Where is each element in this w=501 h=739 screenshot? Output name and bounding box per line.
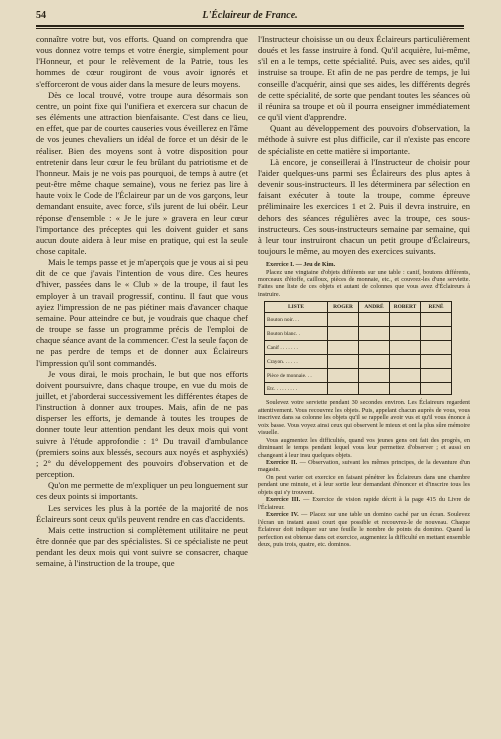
table-cell bbox=[421, 383, 452, 395]
table-cell bbox=[421, 327, 452, 341]
table-cell bbox=[359, 355, 390, 369]
paragraph: Les services les plus à la portée de la majorité de nos Éclaireurs sont ceux qu'ils peuvent rendre en cas d'accidents. bbox=[36, 502, 248, 524]
table-cell bbox=[390, 327, 421, 341]
table-cell bbox=[390, 383, 421, 395]
exercise-4-heading: Exercice IV. bbox=[266, 511, 299, 519]
table-cell bbox=[421, 313, 452, 327]
header-rule bbox=[36, 25, 464, 27]
table-cell bbox=[390, 341, 421, 355]
exercise-3-heading: Exercice III. bbox=[266, 496, 301, 504]
paragraph: connaître votre but, vos efforts. Quand on comprendra que vous donnez votre temps et votre énergie, simplement pour l'Honneur, et pour le relèvement de la Patrie, tous les hommes de cœur rougiront de vous avoir ignorés et s'efforceront de vous aider dans la mesure de leurs moyens. bbox=[36, 34, 248, 89]
exercise-2-heading: Exercice II. bbox=[266, 459, 298, 467]
table-row bbox=[265, 313, 452, 327]
paragraph: Soulevez votre serviette pendant 30 secondes environ. Les Éclaireurs regardent attentivement. Vous recouvrez les objets. Puis, appelant chacun auprès de vous, vous inscrivez dans sa colonne les objets qu'il se rappelle avoir vus et qu'il vous énonce à voix basse. Vous voyez ainsi ceux qui observent le mieux et ont la plus sûre mémoire visuelle. bbox=[258, 399, 470, 437]
right-body-text bbox=[258, 34, 470, 257]
exercise-3-text: — Exercice de vision rapide décrit à la page 415 du Livre de l'Éclaireur. bbox=[258, 496, 470, 511]
table-row-label: Canif . . . . . . . bbox=[265, 341, 328, 355]
table-header: LISTE bbox=[265, 302, 328, 313]
exercise-1-text: Placez une vingtaine d'objets différents sur une table : canif, boutons différents, morceaux d'étoffe, cailloux, pièces de monnaie, etc., et couvrez-les d'une serviette. Faites une liste de ces objets et autant de colonnes que vous avez d'Éclaireurs à instruire. bbox=[258, 268, 470, 298]
table-row-label: Etc. . . . . . . . . bbox=[265, 383, 328, 395]
paragraph: On peut varier cet exercice en faisant pénétrer les Éclaireurs dans une chambre pendant une minute, et à leur sortie leur demandant d'énoncer et d'inscrire tous les objets qui s'y trouvent. bbox=[258, 473, 470, 496]
paragraph: l'Instructeur choisisse un ou deux Éclaireurs particulièrement doués et les fasse instruire à fond. Qu'il acquière, lui-même, s'il en a le temps, cette spécialité. Puis, avec ses aides, qu'il instruise sa troupe. Et afin de ne pas perdre de temps, je lui conseille d'acquérir, ainsi que ses aides, les différents degrés de cette spécialité, de sorte que pendant toutes les séances où il réunira sa troupe et où il pourra enseigner immédiatement ce qu'il vient d'apprendre. bbox=[258, 34, 470, 123]
table-row bbox=[265, 369, 452, 383]
table-cell bbox=[390, 313, 421, 327]
table-row-label: Crayon. . . . . . bbox=[265, 355, 328, 369]
table-row-label: Bouton blanc. . bbox=[265, 327, 328, 341]
table-row-label: Pièce de monnaie. . . bbox=[265, 369, 328, 383]
paragraph: Mais le temps passe et je m'aperçois que je vous ai si peu dit de ce que j'avais l'intention de vous dire. Ces heures d'hiver, passées dans le « Club » de la troupe, il faut les employer à un travail progressif, continu. Il faut que vous ayiez l'impression de ne pas piétiner mais d'avancer chaque semaine. Pour atteindre ce but, je voudrais que chaque chef de troupe se fasse un programme précis de l'emploi de chaque séance avant de la commencer. C'est la seule façon de ne pas perdre de temps et de donner aux Éclaireurs l'impression qu'il sont commandés. bbox=[36, 257, 248, 368]
table-cell bbox=[359, 327, 390, 341]
table-cell bbox=[328, 355, 359, 369]
table-header: ANDRÉ bbox=[359, 302, 390, 313]
table-cell bbox=[421, 369, 452, 383]
paragraph: Je vous dirai, le mois prochain, le but que nos efforts doivent poursuivre, dans chaque troupe, en vue du mois de juillet, et j'aborderai successivement les différentes étapes de l'instruction à donner aux troupes. Mais, afin de ne pas disperser les efforts, je demande à toutes les troupes de donner toute leur attention pendant les deux mois qui vont suivre à l'étude approfondie : 1° Du travail d'ambulance (premiers soins aux blessés, secours aux noyés et asphyxiés) ; 2° du développement des pouvoirs d'observation et de perception. bbox=[36, 368, 248, 480]
observation-table bbox=[264, 301, 452, 395]
table-cell bbox=[390, 369, 421, 383]
table-cell bbox=[359, 341, 390, 355]
table-cell bbox=[328, 313, 359, 327]
paragraph: Vous augmentez les difficultés, quand vos jeunes gens ont fait des progrès, en diminuant le temps pendant lequel vous leur permettez d'observer ; et aussi en changeant à leur insu quelques objets. bbox=[258, 436, 470, 459]
table-header: ROBERT bbox=[390, 302, 421, 313]
table-cell bbox=[328, 383, 359, 395]
table-row-label: Bouton noir. . . bbox=[265, 313, 328, 327]
paragraph: Là encore, je conseillerai à l'Instructeur de choisir pour l'aider quelques-uns parmi ses Éclaireurs des plus aptes à devenir sous-instructeurs. Il les déterminera par sélection en faisant exécuter à toute la troupe, comme épreuve préliminaire les exercices 1 et 2. Puis il devra instruire, en dehors des séances régulières avec la troupe, ces sous-instructeurs. Ces sous-instructeurs semaine par semaine, qui à leur tour instruiront chacun un petit groupe d'Éclaireurs, toujours le même, au moyen des exercices suivants. bbox=[258, 156, 470, 256]
exercise-1-heading: Exercice I. — Jeu de Kim. bbox=[266, 261, 336, 269]
table-row bbox=[265, 341, 452, 355]
table-row bbox=[265, 327, 452, 341]
table-header: ROGER bbox=[328, 302, 359, 313]
table-cell bbox=[421, 341, 452, 355]
exercise-2-text: — Observation, suivant les mêmes principes, de la devanture d'un magasin. bbox=[258, 459, 471, 474]
table-cell bbox=[359, 313, 390, 327]
page-number: 54 bbox=[36, 10, 46, 21]
table-cell bbox=[390, 355, 421, 369]
right-column bbox=[258, 34, 470, 548]
paragraph: Quant au développement des pouvoirs d'observation, la méthode à suivre est plus difficile, car il n'existe pas encore de spécialiste en cette matière si importante. bbox=[258, 123, 470, 156]
table-header: RENÉ bbox=[421, 302, 452, 313]
table-header-row bbox=[265, 302, 452, 313]
table-cell bbox=[328, 369, 359, 383]
exercise-4-text: — Placez sur une table un domino caché par un écran. Soulevez l'écran un instant aussi court que possible et recouvrez-le de nouveau. Chaque Éclaireur doit indiquer sur une feuille le nombre de points du domino. Quand la perfection est obtenue dans cet exercice, augmentez la difficulté en mettant ensemble deux, puis trois, quatre, etc. dominos. bbox=[258, 511, 470, 548]
paragraph: Qu'on me permette de m'expliquer un peu longuement sur ces deux points si importants. bbox=[36, 480, 248, 502]
left-column bbox=[36, 34, 248, 570]
table-cell bbox=[328, 327, 359, 341]
table-cell bbox=[359, 369, 390, 383]
table-row bbox=[265, 383, 452, 395]
header-rule-thin bbox=[36, 28, 464, 29]
table-row bbox=[265, 355, 452, 369]
running-title: L'Éclaireur de France. bbox=[202, 10, 298, 21]
table-cell bbox=[421, 355, 452, 369]
table-cell bbox=[328, 341, 359, 355]
paragraph: Mais cette instruction si complètement utilitaire ne peut être donnée que par des spécialistes. Si ce spécialiste ne peut pendant les deux mois qui vont suivre se consacrer, chaque semaine, à l'instruction de la troupe, que bbox=[36, 524, 248, 569]
table-cell bbox=[359, 383, 390, 395]
page-header bbox=[36, 10, 464, 24]
exercise-section bbox=[258, 261, 470, 548]
paragraph: Dès ce local trouvé, votre troupe aura désormais son centre, un point fixe qui l'unifiera et exercera sur chacun de ses éléments une attraction bienfaisante. C'est dans ce lieu, en effet, que par de courtes causeries vous éveillerez en l'âme de vos jeunes chevaliers un idéal de force et un désir de le réaliser. Bien des moyens sont à votre disposition pour entretenir dans leur cœur le feu brûlant du patriotisme et de l'honneur. Mais je ne vois pas pourquoi, de temps à autre (et peut-être même chaque semaine), vous ne feriez pas lire à haute voix le Code de l'Éclaireur par un de vos garçons, leur demandant ensuite, avec force, s'ils jurent de lui obéir. Leur réponse d'ensemble : « Je le jure » gravera en leur cœur l'importance des préceptes qui les doivent guider et sans aucun doute aidera à leur mise en pratique, qui est la seule chose capitale. bbox=[36, 89, 248, 256]
